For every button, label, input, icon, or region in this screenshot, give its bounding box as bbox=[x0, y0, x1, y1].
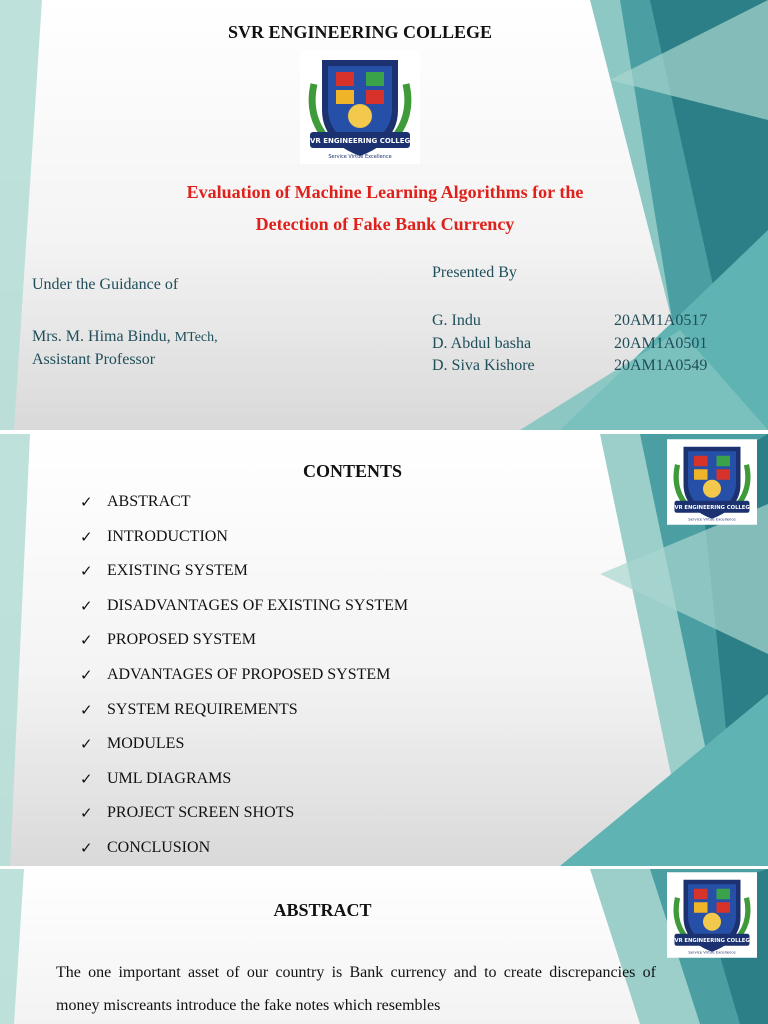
list-item bbox=[80, 804, 408, 839]
logo-banner: SVR ENGINEERING COLLEGE bbox=[670, 938, 754, 944]
list-item bbox=[80, 597, 408, 632]
student-row bbox=[432, 355, 707, 378]
list-item bbox=[80, 493, 408, 528]
list-item-label: SYSTEM REQUIREMENTS bbox=[107, 700, 298, 718]
logo-motto: Service Virtue Excellence bbox=[328, 154, 392, 160]
logo-banner: SVR ENGINEERING COLLEGE bbox=[304, 137, 416, 145]
list-item bbox=[80, 528, 408, 563]
list-item-label: ADVANTAGES OF PROPOSED SYSTEM bbox=[107, 665, 391, 683]
list-item-label: MODULES bbox=[107, 735, 185, 753]
college-logo bbox=[667, 872, 757, 958]
guide-role: Assistant Professor bbox=[32, 351, 156, 368]
student-name: D. Abdul basha bbox=[432, 334, 532, 352]
checkmark-icon: ✓ bbox=[80, 769, 93, 788]
list-item bbox=[80, 631, 408, 666]
project-title-line2: Detection of Fake Bank Currency bbox=[255, 214, 515, 234]
contents-slide bbox=[0, 434, 768, 866]
guidance-label: Under the Guidance of bbox=[32, 276, 179, 293]
list-item-label: PROPOSED SYSTEM bbox=[107, 631, 256, 649]
list-item-label: INTRODUCTION bbox=[107, 527, 228, 545]
checkmark-icon: ✓ bbox=[80, 804, 93, 823]
checkmark-icon: ✓ bbox=[80, 838, 93, 857]
student-roll: 20AM1A0549 bbox=[614, 357, 708, 374]
college-name: SVR ENGINEERING COLLEGE bbox=[227, 22, 493, 42]
student-list bbox=[432, 310, 707, 378]
checkmark-icon: ✓ bbox=[80, 631, 93, 650]
list-item bbox=[80, 562, 408, 597]
checkmark-icon: ✓ bbox=[80, 527, 93, 546]
list-item-label: DISADVANTAGES OF EXISTING SYSTEM bbox=[107, 596, 409, 614]
list-item-label: CONCLUSION bbox=[107, 838, 211, 856]
student-roll: 20AM1A0517 bbox=[614, 312, 708, 329]
abstract-text: The one important asset of our country is Bank currency and to create discrepancies of money miscreants introduce the fake notes which resembles bbox=[56, 964, 656, 1014]
list-item bbox=[80, 666, 408, 701]
student-row bbox=[432, 333, 707, 356]
presented-by-label: Presented By bbox=[432, 264, 517, 281]
guide-name: Mrs. M. Hima Bindu, bbox=[32, 328, 171, 345]
list-item-label: UML DIAGRAMS bbox=[107, 769, 232, 787]
student-name: D. Siva Kishore bbox=[432, 357, 535, 374]
logo-motto: Service Virtue Excellence bbox=[688, 517, 736, 522]
list-item-label: PROJECT SCREEN SHOTS bbox=[107, 804, 295, 822]
logo-banner: SVR ENGINEERING COLLEGE bbox=[670, 505, 754, 511]
abstract-slide bbox=[0, 869, 768, 1024]
guide-degree: MTech, bbox=[174, 330, 218, 345]
contents-list bbox=[80, 493, 408, 866]
abstract-title: ABSTRACT bbox=[273, 900, 372, 920]
guidance-block bbox=[32, 274, 218, 371]
project-title bbox=[100, 176, 670, 240]
student-row bbox=[432, 310, 707, 333]
list-item bbox=[80, 770, 408, 805]
checkmark-icon: ✓ bbox=[80, 493, 93, 511]
list-item bbox=[80, 735, 408, 770]
checkmark-icon: ✓ bbox=[80, 665, 93, 684]
student-name: G. Indu bbox=[432, 312, 481, 329]
logo-motto: Service Virtue Excellence bbox=[688, 950, 736, 955]
project-title-line1: Evaluation of Machine Learning Algorithms for the bbox=[186, 182, 584, 202]
checkmark-icon: ✓ bbox=[80, 700, 93, 719]
list-item-label: ABSTRACT bbox=[107, 493, 191, 510]
college-logo bbox=[300, 50, 420, 164]
checkmark-icon: ✓ bbox=[80, 735, 93, 754]
list-item-label: EXISTING SYSTEM bbox=[107, 562, 248, 580]
list-item bbox=[80, 839, 408, 866]
list-item bbox=[80, 701, 408, 736]
checkmark-icon: ✓ bbox=[80, 562, 93, 581]
college-logo bbox=[667, 439, 757, 525]
student-roll: 20AM1A0501 bbox=[614, 334, 708, 352]
title-slide bbox=[0, 0, 768, 430]
contents-title: CONTENTS bbox=[302, 461, 403, 481]
checkmark-icon: ✓ bbox=[80, 596, 93, 615]
